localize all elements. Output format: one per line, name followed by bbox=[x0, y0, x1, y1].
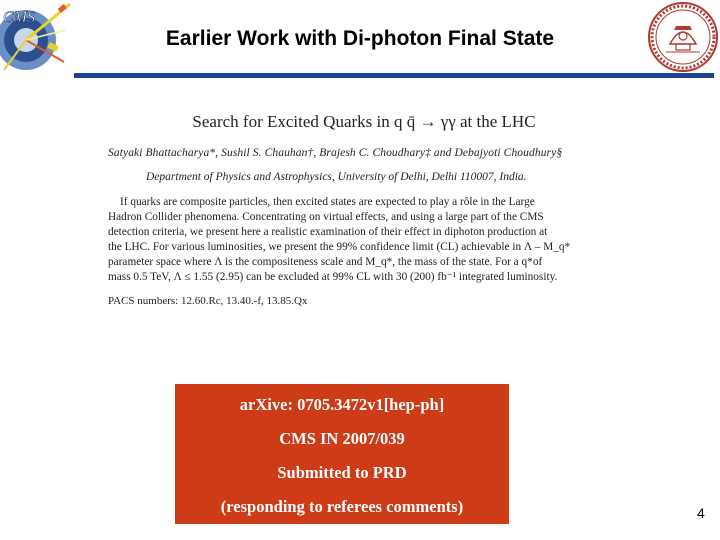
abstract-line: parameter space where Λ is the compositeness scale and M_q*, the mass of the state. For a q*of bbox=[108, 256, 543, 268]
abstract-line: If quarks are composite particles, then excited states are expected to play a rôle in the Large bbox=[120, 196, 535, 208]
svg-text:CMS: CMS bbox=[3, 9, 35, 26]
arxiv-id: arXive: 0705.3472v1[hep-ph] bbox=[239, 395, 445, 414]
publication-info-box bbox=[175, 384, 509, 524]
paper-pacs: PACS numbers: 12.60.Rc, 13.40.-f, 13.85.Qx bbox=[108, 295, 308, 307]
abstract-line: detection criteria, we present here a realistic examination of their effect in diphoton production at bbox=[108, 226, 548, 238]
paper-affiliation: Department of Physics and Astrophysics, University of Delhi, Delhi 110007, India. bbox=[146, 171, 527, 183]
paper-authors: Satyaki Bhattacharya*, Sushil S. Chauhan†, Brajesh C. Choudhary‡ and Debajyoti Choudhury§ bbox=[108, 147, 563, 159]
abstract-line: Hadron Collider phenomena. Concentrating on virtual effects, and using a large part of the CMS bbox=[108, 211, 544, 223]
paper-title: Search for Excited Quarks in q q̄ → γγ at the LHC bbox=[192, 112, 536, 131]
slide-title: Earlier Work with Di-photon Final State bbox=[165, 27, 555, 50]
title-underline bbox=[74, 73, 714, 78]
referee-note: (responding to referees comments) bbox=[220, 497, 464, 516]
paper-abstract-image bbox=[108, 112, 620, 307]
paper-abstract bbox=[108, 195, 620, 285]
submission-status: Submitted to PRD bbox=[277, 463, 407, 482]
abstract-line: mass 0.5 TeV, Λ ≤ 1.55 (2.95) can be excluded at 99% CL with 30 (200) fb⁻¹ integrated luminosity. bbox=[108, 271, 558, 283]
cms-note-id: CMS IN 2007/039 bbox=[279, 429, 405, 448]
page-number: 4 bbox=[697, 505, 705, 521]
abstract-line: the LHC. For various luminosities, we present the 99% confidence limit (CL) achievable in Λ – M_q* bbox=[108, 241, 571, 253]
